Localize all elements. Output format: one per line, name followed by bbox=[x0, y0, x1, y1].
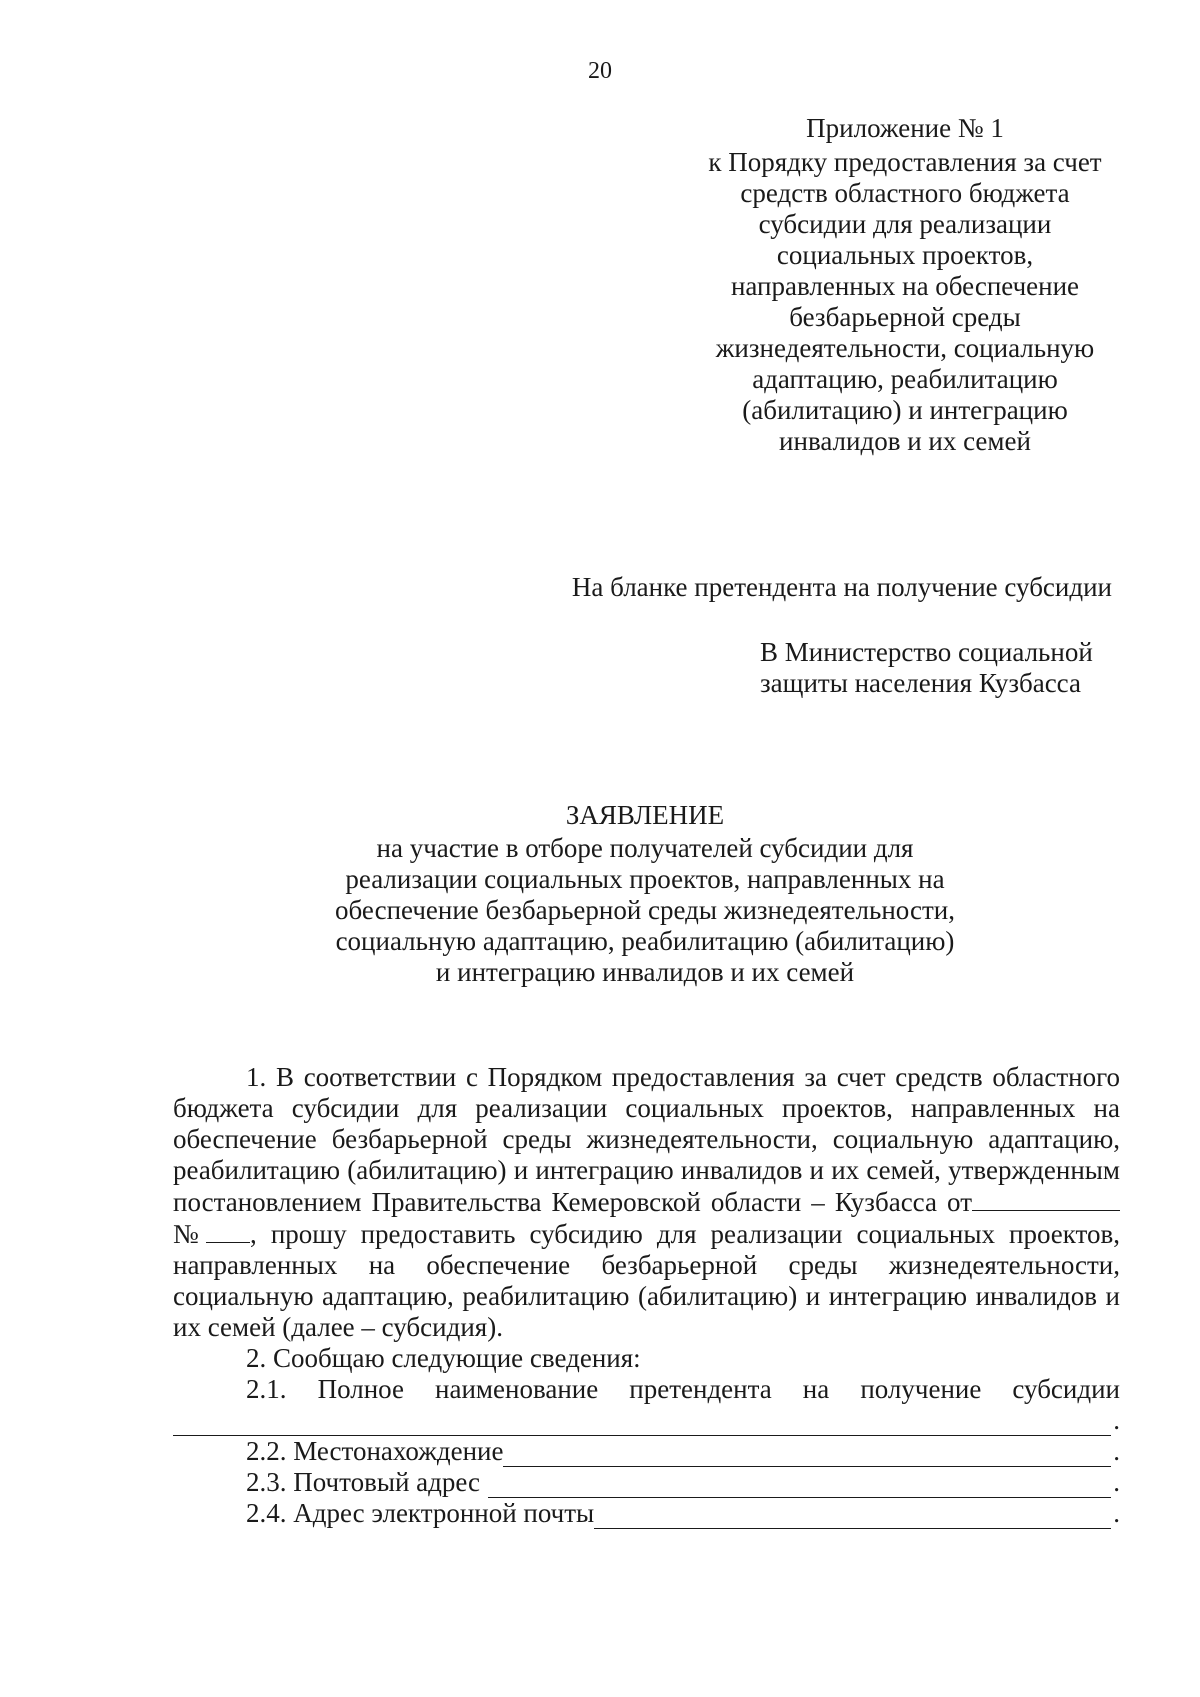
field-2-3-label: 2.3. Почтовый адрес bbox=[246, 1467, 481, 1497]
location-field[interactable] bbox=[503, 1439, 1111, 1467]
appendix-caption-line: социальных проектов, bbox=[776, 240, 1034, 270]
appendix-caption-line: субсидии для реализации bbox=[758, 209, 1052, 239]
appendix-caption-line: направленных на обеспечение bbox=[730, 271, 1080, 301]
appendix-caption-line: (абилитацию) и интеграцию bbox=[742, 395, 1068, 425]
line-end: . bbox=[1113, 1467, 1120, 1497]
addressee-line: В Министерство социальной bbox=[760, 637, 1093, 667]
document-subtitle bbox=[0, 833, 1200, 988]
appendix-caption-line: безбарьерной среды bbox=[789, 302, 1021, 332]
field-2-2-row bbox=[173, 1436, 1120, 1467]
appendix-caption bbox=[690, 147, 1120, 457]
field-2-1-row bbox=[173, 1405, 1120, 1436]
decree-number-field[interactable] bbox=[206, 1218, 250, 1243]
decree-date-field[interactable] bbox=[972, 1186, 1120, 1211]
appendix-caption-line: жизнедеятельности, социальную bbox=[715, 333, 1095, 363]
document-body bbox=[173, 1062, 1120, 1529]
line-end: . bbox=[1113, 1436, 1120, 1466]
addressee-line: защиты населения Кузбасса bbox=[760, 668, 1081, 698]
document-subtitle-line: и интеграцию инвалидов и их семей bbox=[435, 957, 855, 987]
document-subtitle-line: социальную адаптацию, реабилитацию (абилитацию) bbox=[335, 926, 955, 956]
paragraph-1-text: 1. В соответствии с Порядком предоставления за счет средств областного бюджета субсидии для реализации социальных проектов, направленных на обеспечение безбарьерной среды жизнедеятельности, социальную адаптацию, реабилитацию (абилитацию) и интеграцию инвалидов и их семей, утвержденным постановлением Правительства Кемеровской области – Кузбасса от bbox=[173, 1062, 1120, 1217]
line-end: . bbox=[1113, 1405, 1120, 1435]
paragraph-2: 2. Сообщаю следующие сведения: bbox=[246, 1343, 641, 1373]
field-2-2-label: 2.2. Местонахождение bbox=[246, 1436, 504, 1466]
letterhead-note: На бланке претендента на получение субсидии bbox=[571, 572, 1112, 602]
paragraph-1 bbox=[173, 1062, 1120, 1343]
paragraph-1-text-continued: , прошу предоставить субсидию для реализации социальных проектов, направленных на обеспечение безбарьерной среды жизнедеятельности, социальную адаптацию, реабилитацию (абилитацию) и интеграцию инвалидов и их семей (далее – субсидия). bbox=[173, 1219, 1120, 1342]
line-end: . bbox=[1113, 1498, 1120, 1528]
email-field[interactable] bbox=[594, 1501, 1111, 1529]
addressee bbox=[760, 637, 1093, 699]
appendix-caption-line: средств областного бюджета bbox=[740, 178, 1070, 208]
appendix-title: Приложение № 1 bbox=[806, 113, 1004, 143]
appendix-caption-line: адаптацию, реабилитацию bbox=[752, 364, 1058, 394]
field-2-4-row bbox=[173, 1498, 1120, 1529]
appendix-caption-line: инвалидов и их семей bbox=[779, 426, 1031, 456]
postal-address-field[interactable] bbox=[488, 1470, 1111, 1498]
document-subtitle-line: реализации социальных проектов, направленных на bbox=[345, 864, 945, 894]
field-2-3-row bbox=[173, 1467, 1120, 1498]
field-2-4-label: 2.4. Адрес электронной почты bbox=[246, 1498, 595, 1528]
appendix-caption-line: к Порядку предоставления за счет bbox=[708, 147, 1102, 177]
number-sign: № bbox=[173, 1219, 207, 1249]
document-title: ЗАЯВЛЕНИЕ bbox=[565, 800, 725, 830]
field-2-1-label: 2.1. Полное наименование претендента на получение субсидии bbox=[246, 1374, 1120, 1404]
document-subtitle-line: на участие в отборе получателей субсидии для bbox=[376, 833, 914, 863]
page-number: 20 bbox=[588, 58, 612, 84]
document-subtitle-line: обеспечение безбарьерной среды жизнедеятельности, bbox=[335, 895, 955, 925]
full-name-field[interactable] bbox=[173, 1408, 1111, 1436]
